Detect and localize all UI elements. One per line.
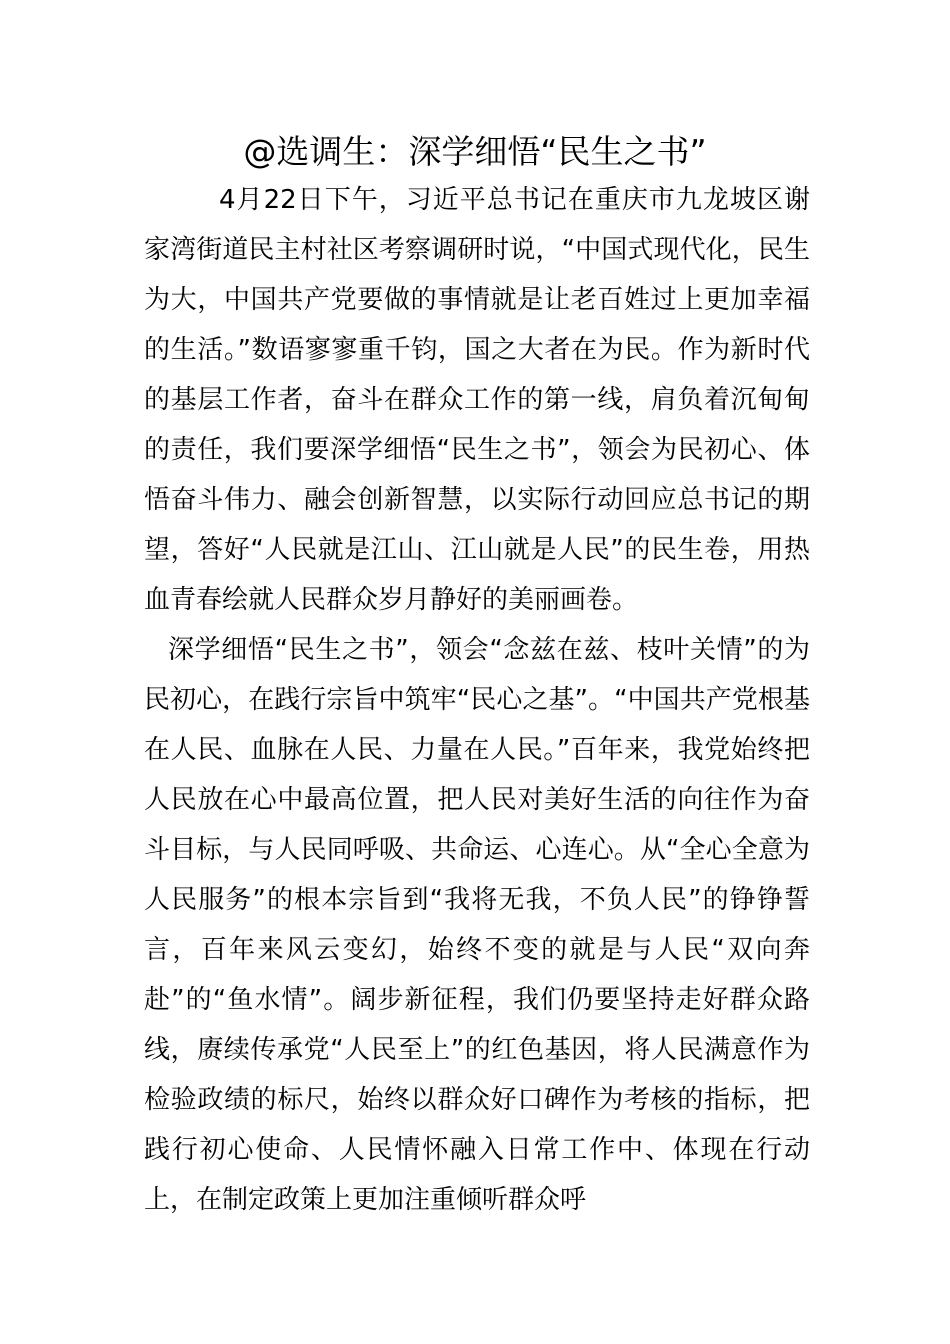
paragraph-1: 4月22日下午，习近平总书记在重庆市九龙坡区谢家湾街道民主村社区考察调研时说，“中国式现代化，民生为大，中国共产党要做的事情就是让老百姓过上更加幸福的生活。”数语寥寥重千钧，国之大者在为民。作为新时代的基层工作者，奋斗在群众工作的第一线，肩负着沉甸甸的责任，我们要深学细悟“民生之书”，领会为民初心、体悟奋斗伟力、融会创新智慧，以实际行动回应总书记的期望，答好“人民就是江山、江山就是人民”的民生卷，用热血青春绘就人民群众岁月静好的美丽画卷。	[144, 185, 810, 615]
document-body	[144, 175, 810, 1225]
paragraph-2: 深学细悟“民生之书”，领会“念兹在兹、枝叶关情”的为民初心，在践行宗旨中筑牢“民心之基”。“中国共产党根基在人民、血脉在人民、力量在人民。”百年来，我党始终把人民放在心中最高位置，把人民对美好生活的向往作为奋斗目标，与人民同呼吸、共命运、心连心。从“全心全意为人民服务”的根本宗旨到“我将无我，不负人民”的铮铮誓言，百年来风云变幻，始终不变的就是与人民“双向奔赴”的“鱼水情”。阔步新征程，我们仍要坚持走好群众路线，赓续传承党“人民至上”的红色基因，将人民满意作为检验政绩的标尺，始终以群众好口碑作为考核的指标，把践行初心使命、人民情怀融入日常工作中、体现在行动上，在制定政策上更加注重倾听群众呼	[144, 635, 810, 1215]
document-title: @选调生：深学细悟“民生之书”	[243, 132, 707, 171]
